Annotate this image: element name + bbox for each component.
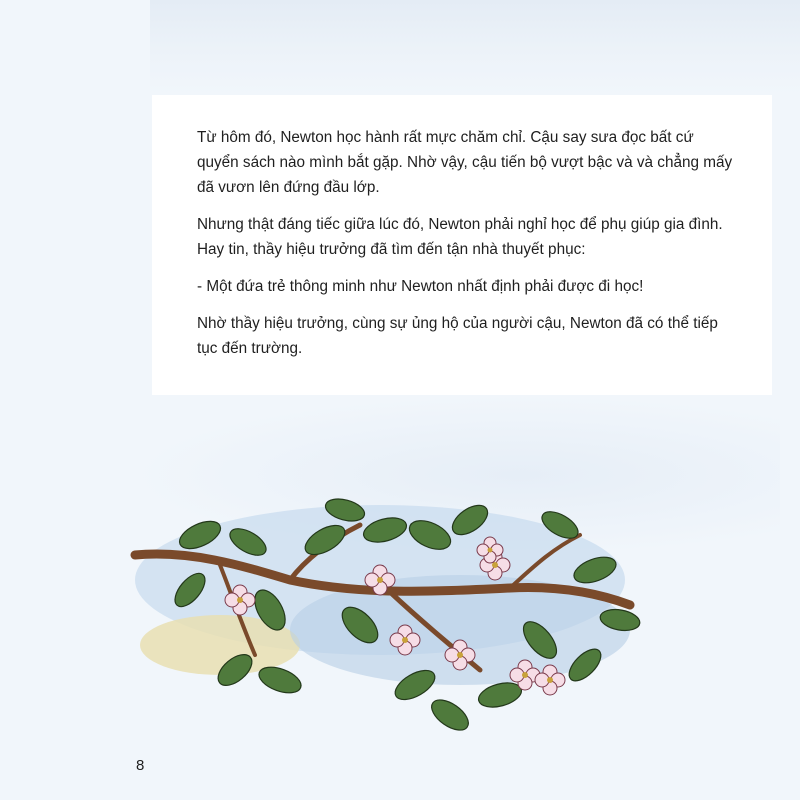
story-paragraph-4: Nhờ thầy hiệu trưởng, cùng sự ủng hộ của người cậu, Newton đã có thể tiếp tục đến trường. [197, 315, 718, 357]
story-paragraph-3: - Một đứa trẻ thông minh như Newton nhất định phải được đi học! [197, 278, 644, 295]
story-paragraph-1: Từ hôm đó, Newton học hành rất mực chăm chỉ. Cậu say sưa đọc bất cứ quyển sách nào mình bắt gặp. Nhờ vậy, cậu tiến bộ vượt bậc và và chẳng mấy đã vươn lên đứng đầu lớp. [197, 129, 733, 196]
background-wash-top [150, 0, 800, 95]
story-text [197, 125, 737, 373]
story-paragraph-2: Nhưng thật đáng tiếc giữa lúc đó, Newton phải nghỉ học để phụ giúp gia đình. Hay tin, thầy hiệu trưởng đã tìm đến tận nhà thuyết phục: [197, 216, 723, 258]
page-number: 8 [136, 757, 145, 774]
apple-blossom-branch-illustration [130, 480, 650, 750]
